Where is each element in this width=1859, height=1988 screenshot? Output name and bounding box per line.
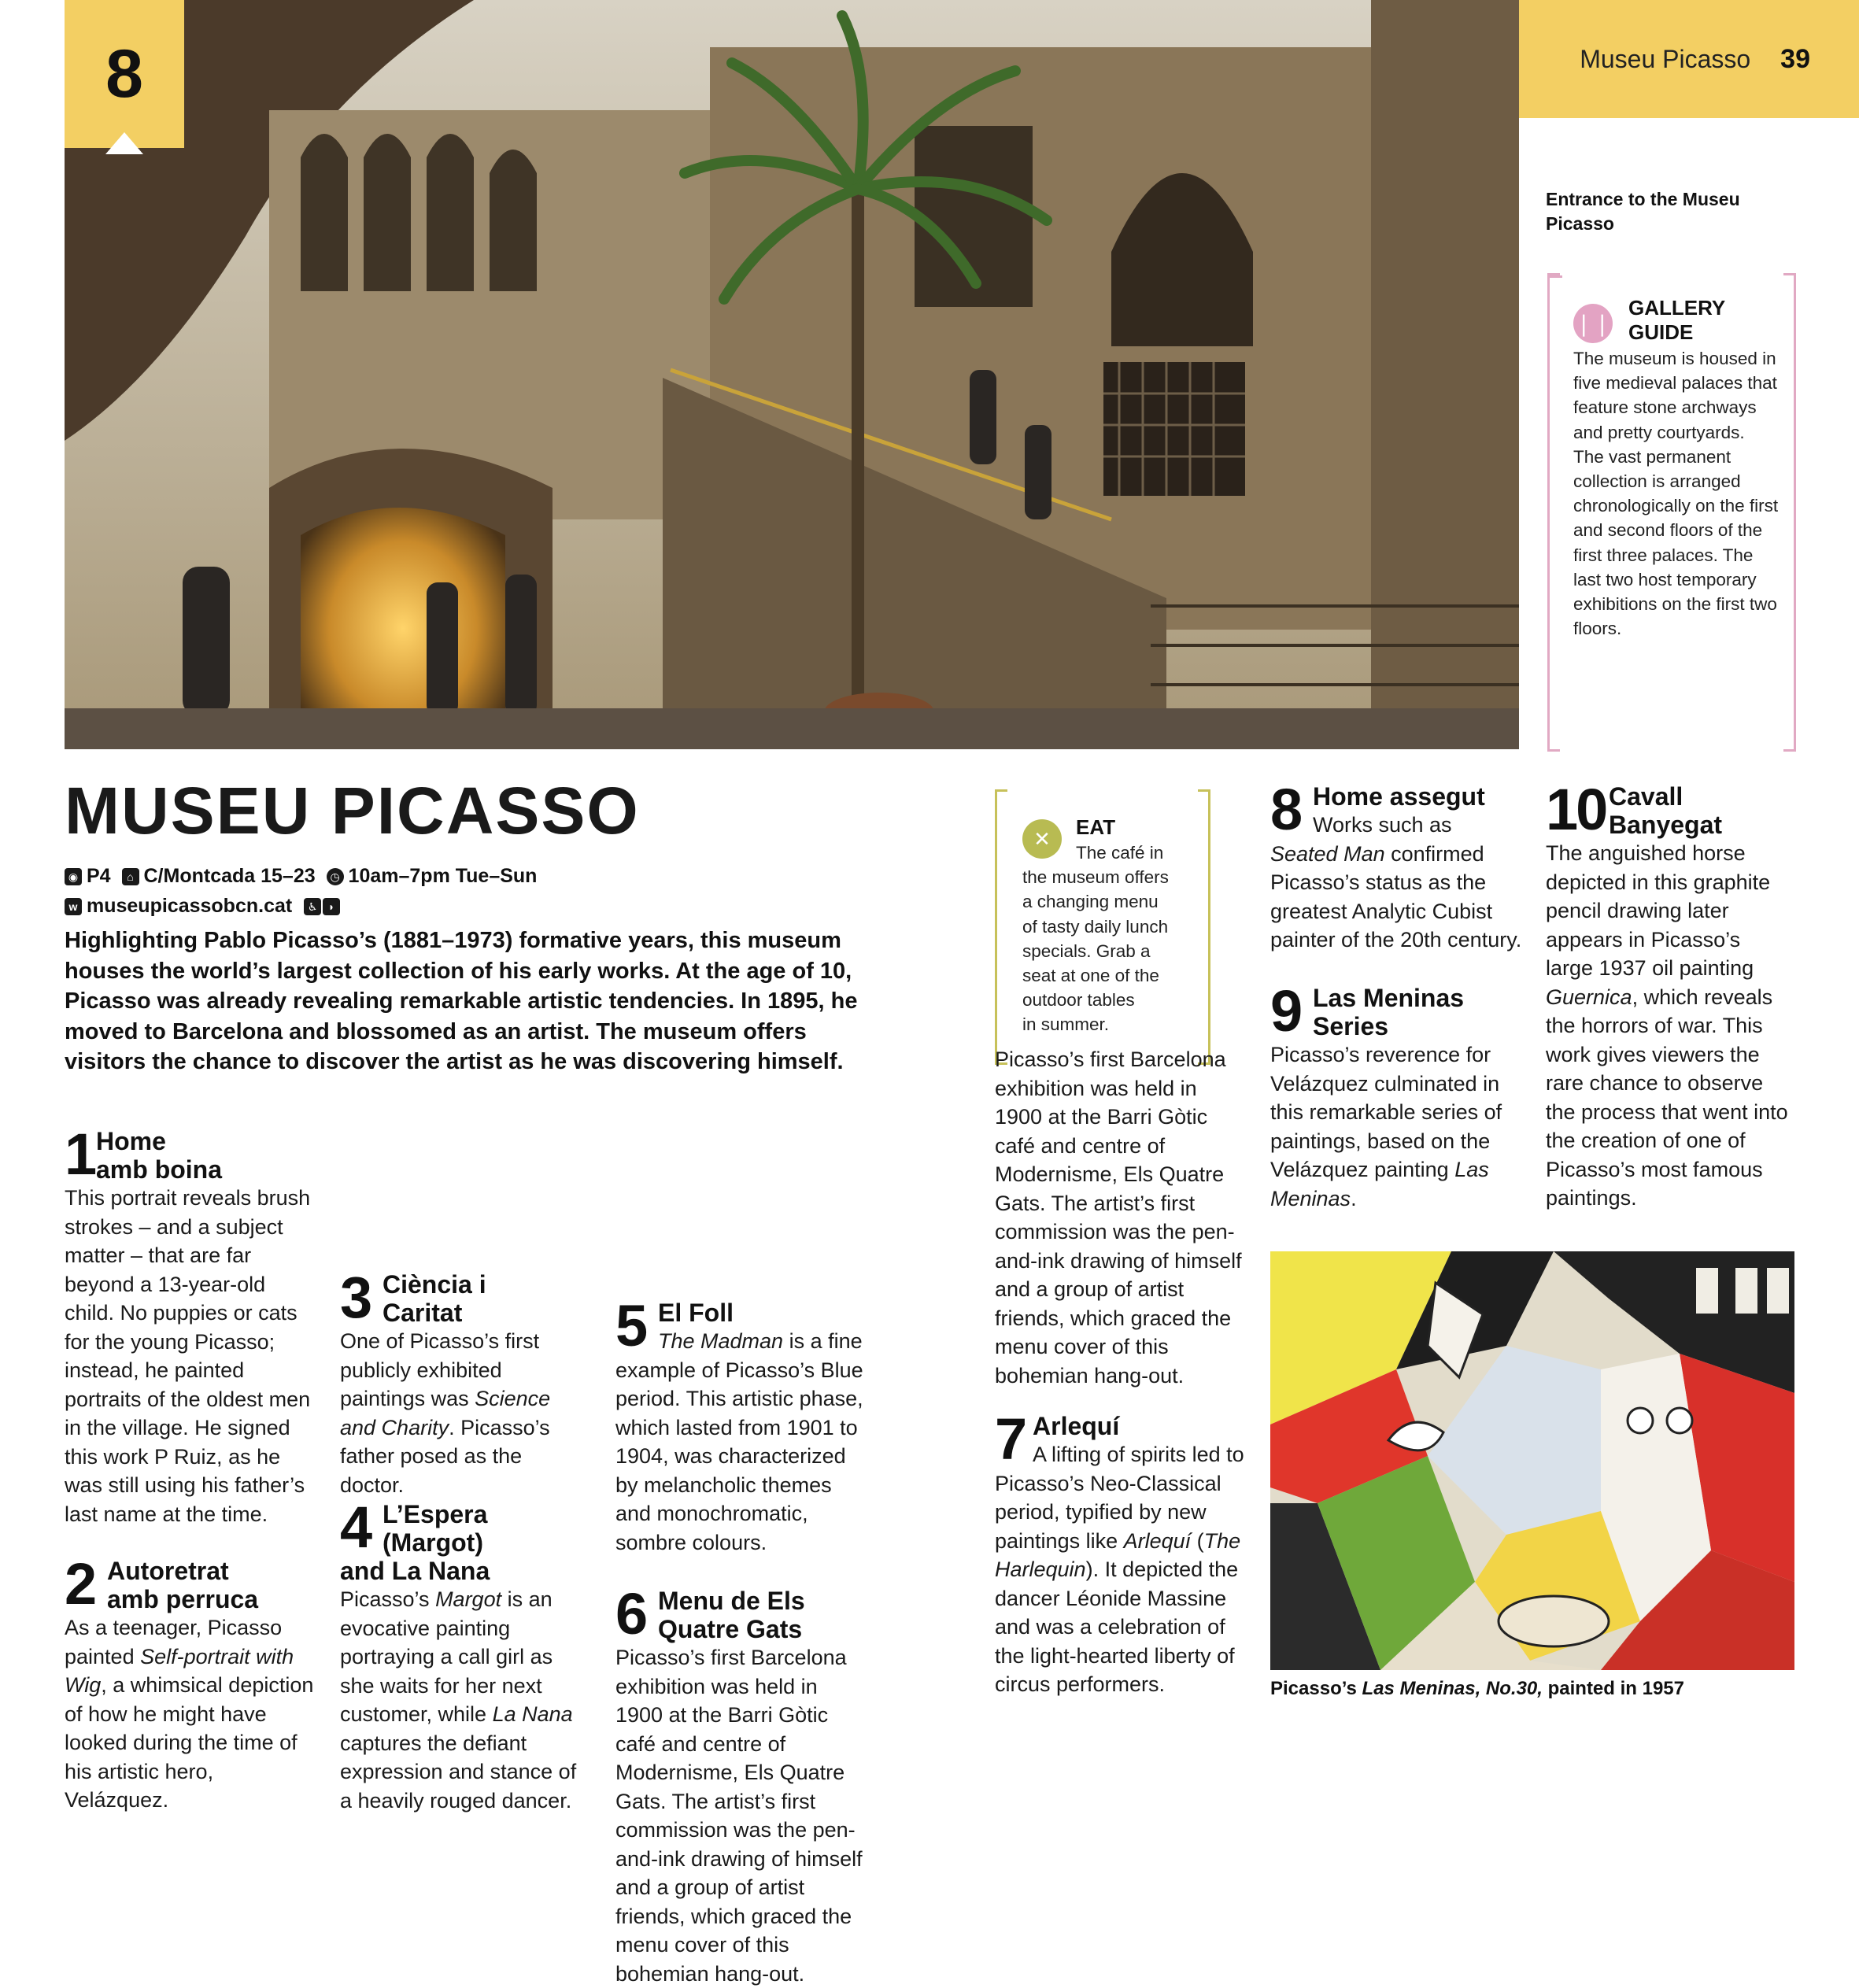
map-pin-icon: ◉ [65,868,82,885]
item-number: 9 [1270,978,1301,1044]
item-heading: Cavall [1609,782,1683,811]
item-body: A lifting of spirits led to Picasso’s Neo-Classical period, typified by new paintings like Arlequí (The Harlequin). It depicted the dancer Léonide Massine and was a celebration of the light-hearted liberty of circus performers. [995,1443,1244,1696]
item-heading: Ciència i [383,1270,486,1299]
chapter-number-tab [65,0,184,148]
item-body: This portrait reveals brush strokes – and a subject matter – that are far beyond a 13-year-old child. No puppies or cats for the young Picasso; instead, he painted portraits of the oldest men in the village. He signed this work P Ruiz, as he was still using his father’s last name at the time. [65,1186,311,1526]
painting-caption: Picasso’s Las Meninas, No.30, painted in 1957 [1270,1678,1684,1699]
running-head-section: Museu Picasso [1580,44,1751,73]
item-heading: Caritat [383,1299,463,1327]
item-heading: L’Espera [383,1500,488,1528]
chapter-number: 8 [105,35,143,112]
item-heading: Banyegat [1609,811,1723,839]
item-number: 8 [1270,777,1301,842]
page-title: MUSEU PICASSO [65,774,640,848]
item-heading: amb boina [96,1155,223,1184]
house-icon: ⌂ [122,868,139,885]
item-heading: amb perruca [107,1585,259,1613]
las-meninas-painting [1270,1251,1794,1670]
item-number: 2 [65,1551,95,1617]
item-body: One of Picasso’s first publicly exhibited paintings was Science and Charity. Picasso’s father posed as the doctor. [340,1329,551,1497]
gallery-guide-box [1547,275,1796,749]
item-number: 6 [615,1581,646,1646]
eat-box [995,792,1210,1062]
item-3 [340,1265,589,1499]
item-body: The anguished horse depicted in this graphite pencil drawing later appears in Picasso’s large 1937 oil painting Guernica, which reveals the horrors of war. This work gives viewers the rare chance to observe the process that went into the creation of one of Picasso’s most famous paintings. [1546,841,1788,1210]
item-5 [615,1293,867,1557]
gallery-guide-title: GALLERY GUIDE [1628,296,1725,344]
item-6 [615,1581,867,1986]
item-4 [340,1495,589,1815]
item-heading: Menu de Els [658,1587,805,1615]
running-head [1519,0,1859,118]
item-heading: and La Nana [340,1557,490,1585]
item-body: The Madman is a fine example of Picasso’s Blue period. This artistic phase, which lasted from 1901 to 1904, was characterized by melancholic themes and monochromatic, sombre colours. [615,1329,863,1554]
item-number: 3 [340,1265,371,1330]
item-1 [65,1121,316,1528]
item-heading: (Margot) [383,1528,483,1557]
address: C/Montcada 15–23 [143,865,316,887]
item-9 [1270,978,1522,1213]
item-heading: Autoretrat [107,1557,229,1585]
painting-illustration [1270,1251,1794,1670]
item-number: 5 [615,1293,646,1358]
item-body: As a teenager, Picasso painted Self-portrait with Wig, a whimsical depiction of how he might have looked during the time of his artistic hero, Velázquez. [65,1616,314,1812]
eat-title: EAT [1076,815,1116,839]
item-heading: Quatre Gats [658,1615,803,1643]
item-number: 10 [1546,777,1606,842]
gallery-guide-icon: ❘❘ [1573,304,1613,343]
gallery-guide-text: The museum is housed in five medieval palaces that feature stone archways and pretty courtyards. The vast permanent collection is arranged chronologically on the first and second floors of the first three palaces. The last two host temporary exhibitions on the first two floors. [1573,349,1779,639]
item-7 [995,1406,1247,1699]
page-number: 39 [1780,43,1810,74]
item-6-continued [995,1048,1247,1389]
accessibility-icon: ♿ [304,898,321,915]
item-2 [65,1551,316,1815]
item-body: Works such as Seated Man confirmed Picasso’s status as the greatest Analytic Cubist painter of the 20th century. [1270,813,1522,952]
fork-knife-icon: ✕ [1022,819,1062,859]
web-icon: w [65,898,82,915]
item-body: Picasso’s reverence for Velázquez culminated in this remarkable series of paintings, based on the Velázquez painting Las Meninas. [1270,1043,1502,1210]
hours: 10am–7pm Tue–Sun [348,865,538,887]
item-heading: Las Meninas [1313,984,1465,1012]
item-body-continued: Picasso’s first Barcelona exhibition was held in 1900 at the Barri Gòtic café and centre of Modernisme, Els Quatre Gats. The artist’s first commission was the pen-and-ink drawing of himself and a group of artist friends, which graced the menu cover of this bohemian hang-out. [995,1048,1242,1388]
intro-paragraph: Highlighting Pablo Picasso’s (1881–1973) formative years, this museum houses the world’s largest collection of his early works. At the age of 10, Picasso was already revealing remarkable artistic tendencies. In 1895, he moved to Barcelona and blossomed as an artist. The museum offers visitors the chance to discover the artist as he was discovering himself. [65,928,858,1074]
item-10 [1546,777,1791,1213]
item-heading: Home assegut [1313,782,1485,811]
eat-text: The café in the museum offers a changing menu of tasty daily lunch specials. Grab a seat at one of the outdoor tables in summer. [1022,843,1169,1035]
clock-icon: ◷ [327,868,344,885]
item-number: 7 [995,1406,1026,1472]
grid-ref: P4 [87,865,111,887]
item-heading: Series [1313,1012,1389,1040]
info-block [65,861,537,921]
item-number: 4 [340,1495,371,1560]
item-8 [1270,777,1522,955]
item-body-part: Picasso’s first Barcelona exhibition was held in 1900 at the Barri Gòtic café and centre of Modernisme, Els Quatre Gats. The artist’s first commission was the pen-and-ink drawing of himself and a group of artist friends, which graced the menu cover of this bohemian hang-out. [615,1646,863,1986]
item-heading: El Foll [658,1299,734,1327]
item-heading: Arlequí [1033,1412,1120,1440]
website-link[interactable]: museupicassobcn.cat [87,895,293,917]
wifi-icon: ◗ [323,898,340,915]
item-number: 1 [65,1121,95,1187]
item-body: Picasso’s Margot is an evocative painting portraying a call girl as she waits for her next customer, while La Nana captures the defiant expression and stance of a heavily rouged dancer. [340,1587,577,1812]
item-heading: Home [96,1127,166,1155]
hero-photo-courtyard [65,0,1519,749]
hero-caption: Entrance to the Museu Picasso [1546,189,1740,234]
courtyard-illustration [65,0,1519,749]
